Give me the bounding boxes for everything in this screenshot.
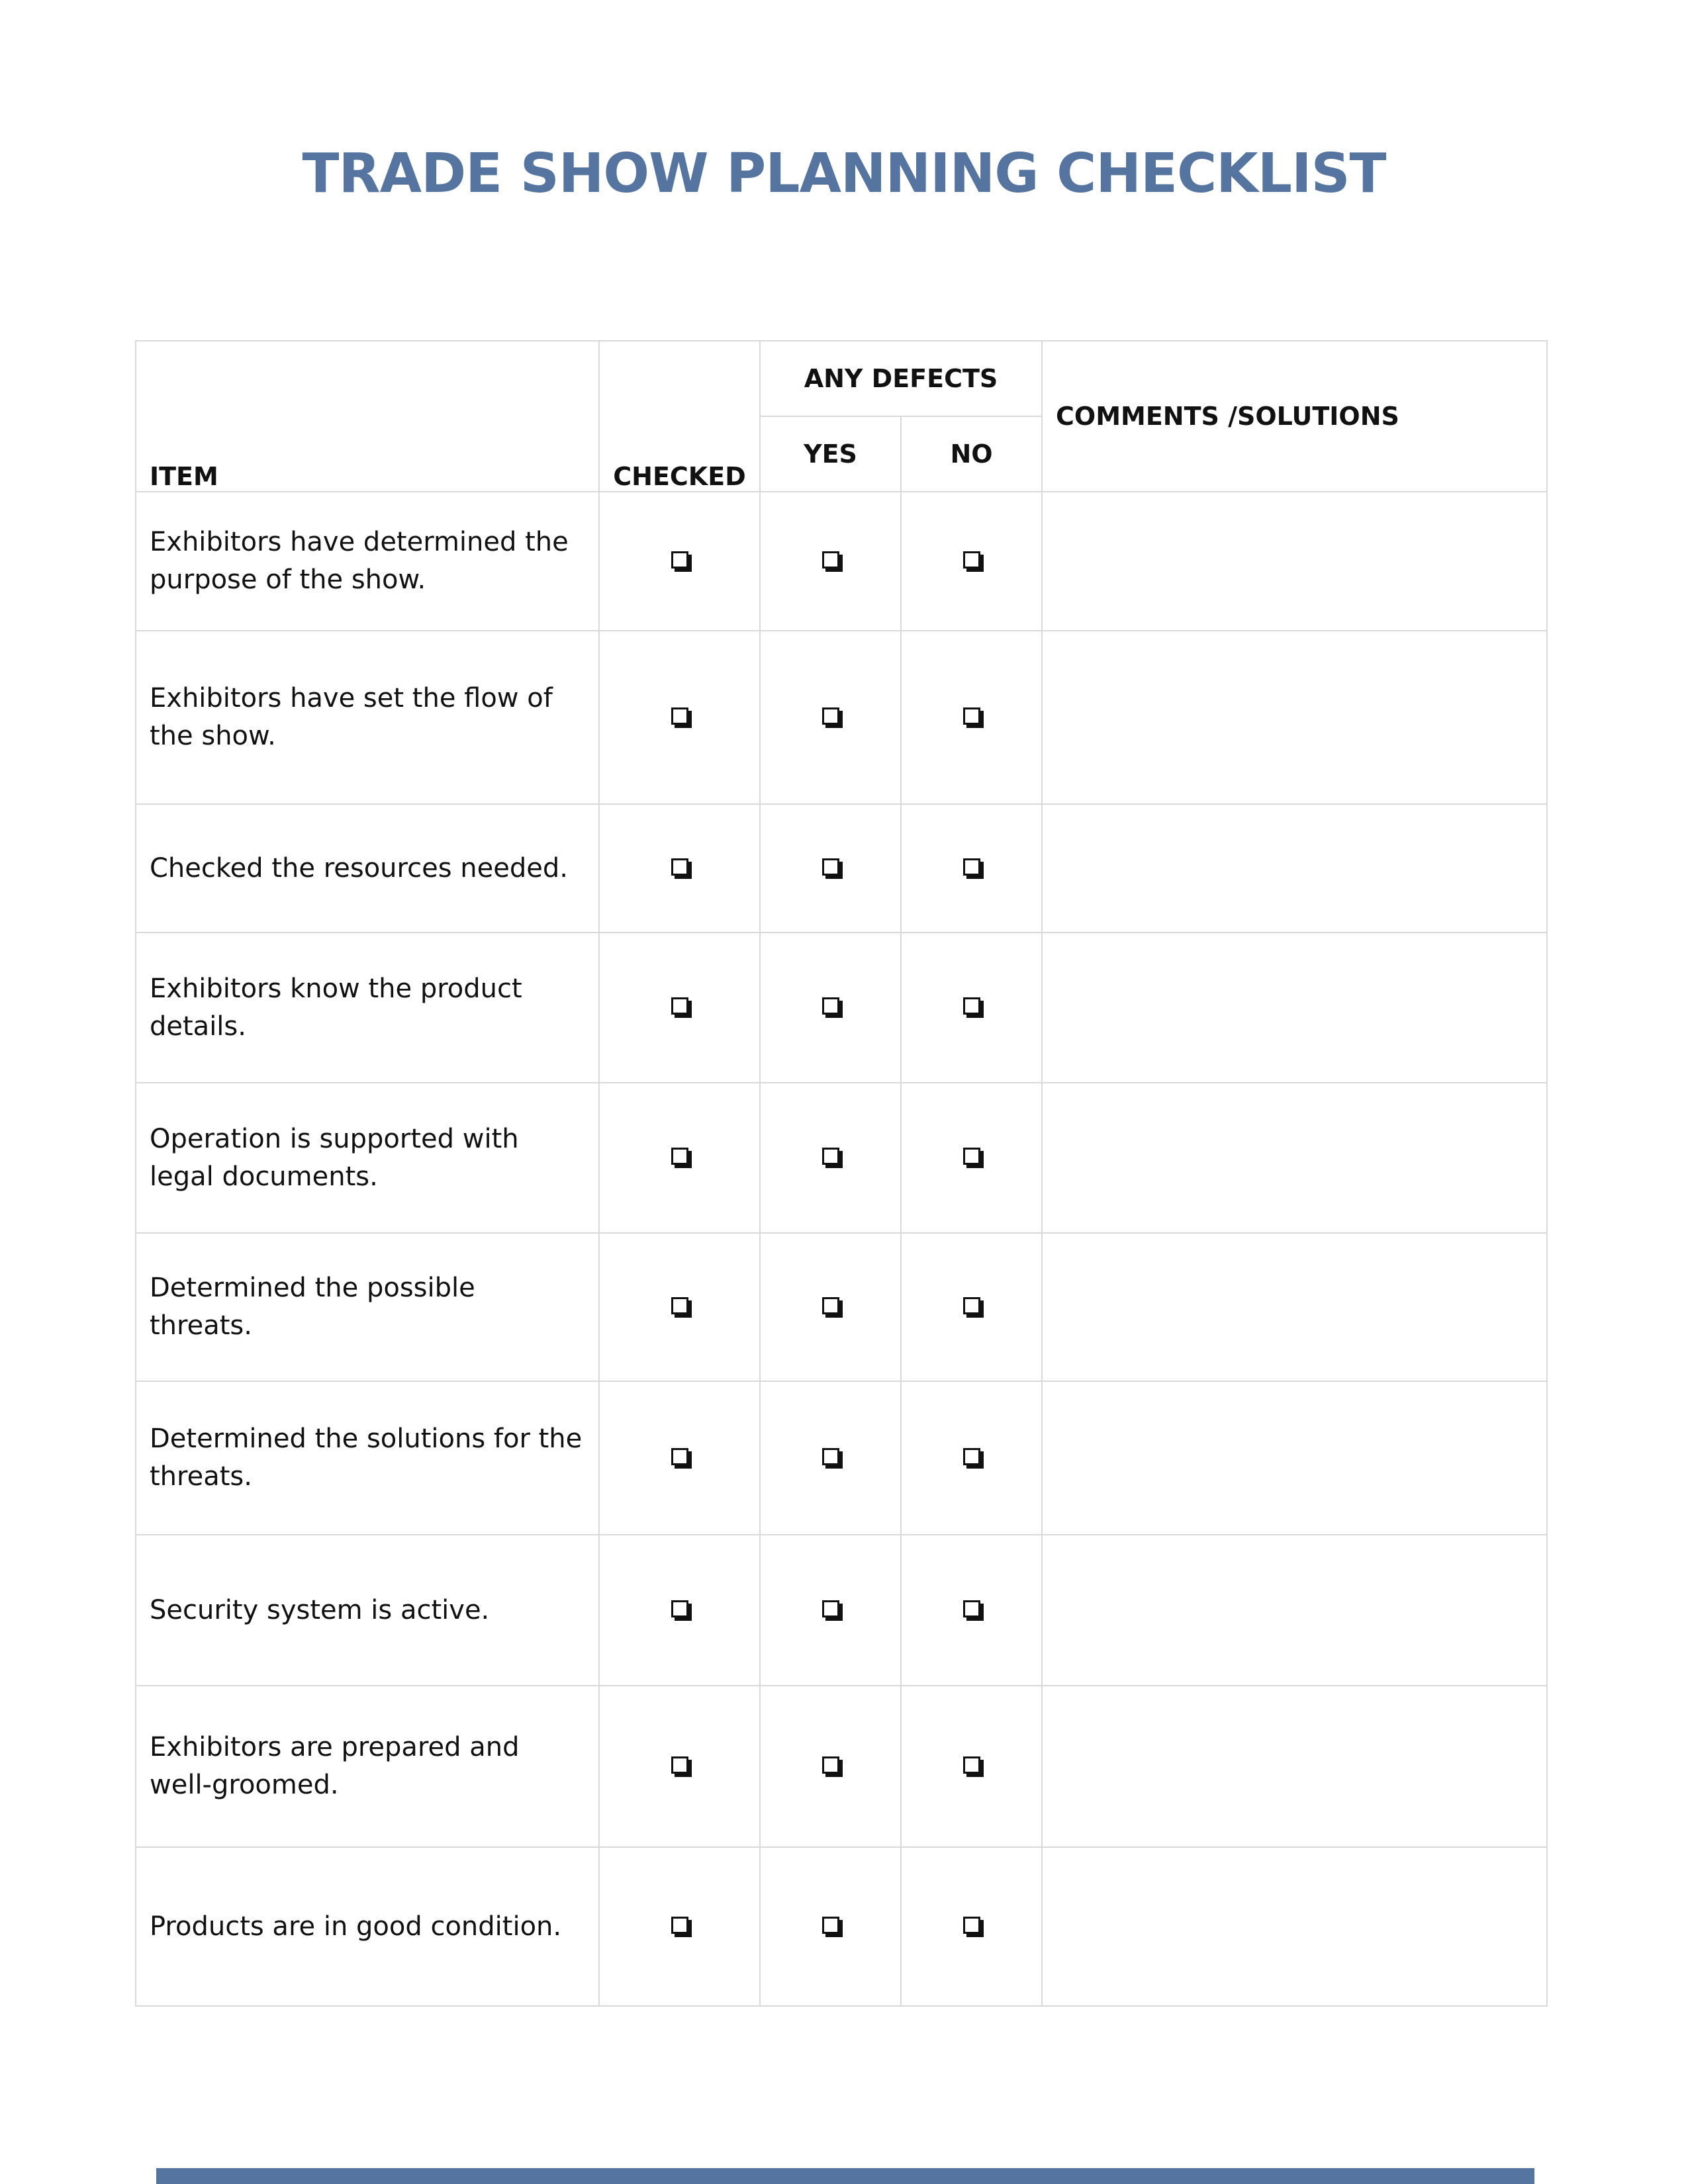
comments-cell[interactable]: [1042, 631, 1547, 804]
header-checked: CHECKED: [599, 341, 760, 492]
checked-checkbox-icon[interactable]: [671, 1448, 688, 1465]
comments-cell[interactable]: [1042, 1233, 1547, 1381]
yes-cell: [760, 933, 901, 1083]
comments-cell[interactable]: [1042, 492, 1547, 631]
header-yes: YES: [760, 416, 901, 492]
comments-cell[interactable]: [1042, 1535, 1547, 1686]
checked-checkbox-icon[interactable]: [671, 997, 688, 1015]
yes-cell: [760, 631, 901, 804]
item-text: Exhibitors know the product details.: [136, 933, 599, 1083]
checked-cell: [599, 1083, 760, 1233]
table-row: [136, 933, 1547, 1083]
yes-cell: [760, 492, 901, 631]
no-cell: [901, 1083, 1042, 1233]
checked-cell: [599, 1381, 760, 1535]
item-text: Products are in good condition.: [136, 1847, 599, 2006]
yes-checkbox-icon[interactable]: [822, 1148, 839, 1165]
item-text: Exhibitors are prepared and well-groomed.: [136, 1686, 599, 1847]
no-checkbox-icon[interactable]: [963, 997, 980, 1015]
item-text: Operation is supported with legal documents.: [136, 1083, 599, 1233]
no-checkbox-icon[interactable]: [963, 1917, 980, 1934]
table-row: [136, 1381, 1547, 1535]
checked-checkbox-icon[interactable]: [671, 1917, 688, 1934]
no-cell: [901, 1686, 1042, 1847]
header-item: ITEM: [136, 341, 599, 492]
no-cell: [901, 492, 1042, 631]
no-checkbox-icon[interactable]: [963, 1148, 980, 1165]
checked-checkbox-icon[interactable]: [671, 1600, 688, 1617]
checklist-table: [135, 340, 1548, 2007]
footer-accent-bar: [156, 2168, 1534, 2184]
yes-cell: [760, 1233, 901, 1381]
no-cell: [901, 1233, 1042, 1381]
yes-checkbox-icon[interactable]: [822, 997, 839, 1015]
no-checkbox-icon[interactable]: [963, 707, 980, 725]
table-row: [136, 1686, 1547, 1847]
table-row: [136, 804, 1547, 933]
no-checkbox-icon[interactable]: [963, 1756, 980, 1774]
no-cell: [901, 804, 1042, 933]
header-any-defects: ANY DEFECTS: [760, 341, 1042, 416]
comments-cell[interactable]: [1042, 933, 1547, 1083]
no-cell: [901, 1847, 1042, 2006]
header-no: NO: [901, 416, 1042, 492]
item-text: Exhibitors have set the flow of the show.: [136, 631, 599, 804]
checked-checkbox-icon[interactable]: [671, 1756, 688, 1774]
checked-cell: [599, 1233, 760, 1381]
checked-checkbox-icon[interactable]: [671, 707, 688, 725]
no-checkbox-icon[interactable]: [963, 1297, 980, 1314]
yes-checkbox-icon[interactable]: [822, 1297, 839, 1314]
checked-checkbox-icon[interactable]: [671, 1148, 688, 1165]
yes-cell: [760, 804, 901, 933]
header-comments: COMMENTS /SOLUTIONS: [1042, 341, 1547, 492]
no-cell: [901, 1535, 1042, 1686]
yes-cell: [760, 1381, 901, 1535]
comments-cell[interactable]: [1042, 1083, 1547, 1233]
checked-cell: [599, 1847, 760, 2006]
item-text: Determined the solutions for the threats.: [136, 1381, 599, 1535]
checked-cell: [599, 933, 760, 1083]
no-checkbox-icon[interactable]: [963, 551, 980, 569]
checked-checkbox-icon[interactable]: [671, 551, 688, 569]
yes-cell: [760, 1535, 901, 1686]
no-checkbox-icon[interactable]: [963, 1448, 980, 1465]
yes-checkbox-icon[interactable]: [822, 551, 839, 569]
checked-cell: [599, 631, 760, 804]
no-cell: [901, 1381, 1042, 1535]
comments-cell[interactable]: [1042, 1847, 1547, 2006]
yes-cell: [760, 1083, 901, 1233]
table-row: [136, 492, 1547, 631]
yes-checkbox-icon[interactable]: [822, 858, 839, 876]
yes-checkbox-icon[interactable]: [822, 1448, 839, 1465]
checked-cell: [599, 1686, 760, 1847]
comments-cell[interactable]: [1042, 1381, 1547, 1535]
item-text: Determined the possible threats.: [136, 1233, 599, 1381]
table-row: [136, 1083, 1547, 1233]
page-title: TRADE SHOW PLANNING CHECKLIST: [302, 142, 1386, 205]
item-text: Exhibitors have determined the purpose of the show.: [136, 492, 599, 631]
comments-cell[interactable]: [1042, 1686, 1547, 1847]
checked-checkbox-icon[interactable]: [671, 858, 688, 876]
table-row: [136, 631, 1547, 804]
table-row: [136, 1535, 1547, 1686]
yes-cell: [760, 1686, 901, 1847]
yes-checkbox-icon[interactable]: [822, 1756, 839, 1774]
no-cell: [901, 933, 1042, 1083]
yes-checkbox-icon[interactable]: [822, 1917, 839, 1934]
table-row: [136, 1847, 1547, 2006]
no-checkbox-icon[interactable]: [963, 1600, 980, 1617]
yes-checkbox-icon[interactable]: [822, 1600, 839, 1617]
item-text: Security system is active.: [136, 1535, 599, 1686]
table-row: [136, 1233, 1547, 1381]
item-text: Checked the resources needed.: [136, 804, 599, 933]
comments-cell[interactable]: [1042, 804, 1547, 933]
checked-cell: [599, 804, 760, 933]
yes-cell: [760, 1847, 901, 2006]
checked-checkbox-icon[interactable]: [671, 1297, 688, 1314]
no-checkbox-icon[interactable]: [963, 858, 980, 876]
checked-cell: [599, 1535, 760, 1686]
no-cell: [901, 631, 1042, 804]
yes-checkbox-icon[interactable]: [822, 707, 839, 725]
checked-cell: [599, 492, 760, 631]
